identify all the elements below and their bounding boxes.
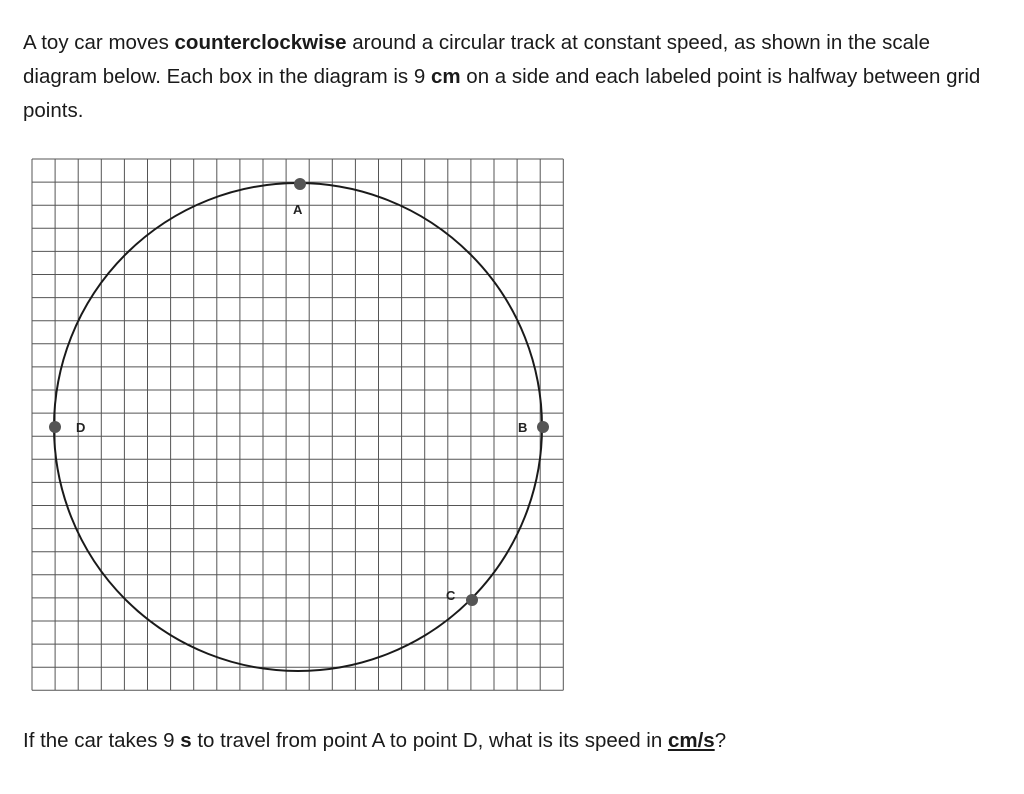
point-d-marker bbox=[49, 421, 61, 433]
question-text-3: ? bbox=[714, 729, 727, 752]
point-d-label: D bbox=[76, 420, 86, 435]
point-b-label: B bbox=[518, 420, 528, 435]
point-a-marker bbox=[294, 178, 306, 190]
intro-unit: cm bbox=[430, 65, 461, 88]
question-time-unit: s bbox=[180, 729, 192, 752]
point-c-label: C bbox=[446, 588, 456, 603]
intro-text-3: on a side and each labeled point is halfway between grid points. bbox=[23, 65, 981, 122]
question-text-2: to travel from point A to point D, what is its speed in bbox=[191, 729, 668, 752]
point-c-marker bbox=[466, 594, 478, 606]
question-speed-unit: cm/s bbox=[667, 729, 715, 752]
problem-question bbox=[23, 724, 726, 758]
point-a-label: A bbox=[293, 202, 303, 217]
question-text-1: If the car takes 9 bbox=[23, 729, 181, 752]
grid bbox=[32, 159, 563, 690]
point-b-marker bbox=[537, 421, 549, 433]
intro-direction: counterclockwise bbox=[174, 31, 347, 54]
intro-text-2: around a circular track at constant speed, as shown in the scale diagram below. Each box in the diagram is 9 bbox=[23, 31, 931, 88]
intro-text-1: A toy car moves bbox=[23, 31, 175, 54]
